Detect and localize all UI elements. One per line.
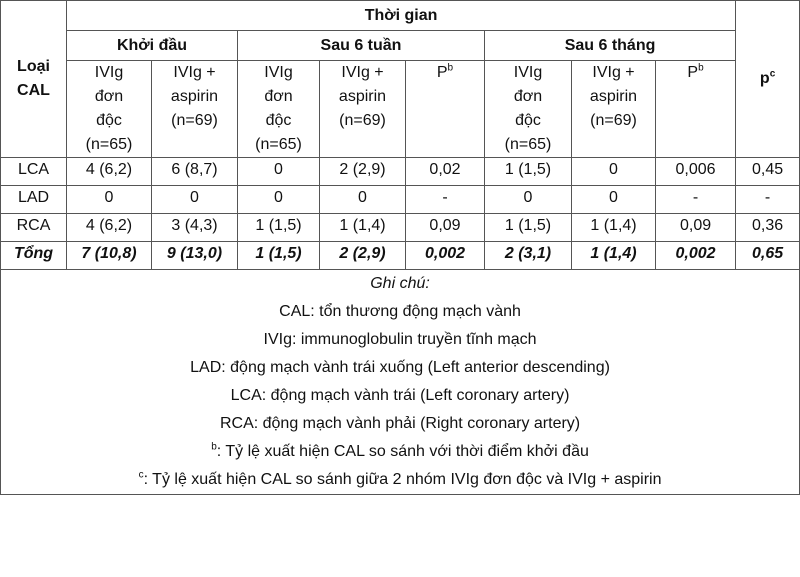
table-cell: 1 (1,5) bbox=[238, 214, 320, 242]
col-ivig-mono: IVIg đơn độc (n=65) bbox=[67, 61, 152, 158]
table-row-lca bbox=[1, 158, 800, 186]
table-cell: 0 bbox=[320, 186, 406, 214]
period-6months-header: Sau 6 tháng bbox=[485, 31, 736, 61]
table-cell: 0,65 bbox=[736, 242, 800, 270]
table-cell: 0,09 bbox=[406, 214, 485, 242]
table-cell: 0,006 bbox=[656, 158, 736, 186]
col-ivig-aspirin: IVIg + aspirin (n=69) bbox=[572, 61, 656, 158]
table-cell: 0 bbox=[67, 186, 152, 214]
table-cell: 1 (1,4) bbox=[320, 214, 406, 242]
note-lad: LAD: động mạch vành trái xuống (Left anterior descending) bbox=[190, 359, 610, 376]
table-cell: 1 (1,5) bbox=[238, 242, 320, 270]
row-label: LCA bbox=[1, 158, 67, 186]
table-cell: 1 (1,4) bbox=[572, 214, 656, 242]
table-cell: 0 bbox=[152, 186, 238, 214]
table-cell: 1 (1,5) bbox=[485, 158, 572, 186]
col-ivig-aspirin: IVIg + aspirin (n=69) bbox=[320, 61, 406, 158]
note-lca: LCA: động mạch vành trái (Left coronary artery) bbox=[230, 387, 570, 404]
pc-header: $p^c$ bbox=[736, 1, 800, 158]
row-label-line2: CAL bbox=[17, 82, 50, 99]
note-b: $^b$: Tỷ lệ xuất hiện CAL so sánh với thời điểm khởi đầu bbox=[211, 441, 589, 460]
row-label: RCA bbox=[1, 214, 67, 242]
table-cell: - bbox=[656, 186, 736, 214]
table-cell: 2 (2,9) bbox=[320, 158, 406, 186]
table-cell: 0,09 bbox=[656, 214, 736, 242]
table-cell: 0,36 bbox=[736, 214, 800, 242]
row-label-line1: Loại bbox=[17, 58, 50, 75]
table-cell: 9 (13,0) bbox=[152, 242, 238, 270]
pc-sup: c bbox=[769, 68, 776, 80]
notes-title: Ghi chú: bbox=[370, 275, 430, 292]
row-label-total: Tổng bbox=[1, 242, 67, 270]
pb-header: $P^b$ bbox=[656, 61, 736, 158]
table-cell: 0 bbox=[572, 186, 656, 214]
row-label-header bbox=[1, 1, 67, 158]
col-ivig-mono: IVIg đơn độc (n=65) bbox=[485, 61, 572, 158]
table-cell: 3 (4,3) bbox=[152, 214, 238, 242]
notes-section bbox=[1, 270, 800, 495]
table-cell: 2 (3,1) bbox=[485, 242, 572, 270]
table-cell: 0 bbox=[572, 158, 656, 186]
table-cell: 7 (10,8) bbox=[67, 242, 152, 270]
table-row-rca bbox=[1, 214, 800, 242]
note-c: $^c$: Tỷ lệ xuất hiện CAL so sánh giữa 2 nhóm IVIg đơn độc và IVIg + aspirin bbox=[138, 469, 662, 488]
table-cell: - bbox=[406, 186, 485, 214]
table-cell: 4 (6,2) bbox=[67, 214, 152, 242]
table-cell: 0,002 bbox=[406, 242, 485, 270]
period-6weeks-header: Sau 6 tuần bbox=[238, 31, 485, 61]
group-header-row bbox=[1, 61, 800, 158]
col-ivig-mono: IVIg đơn độc (n=65) bbox=[238, 61, 320, 158]
col-ivig-aspirin: IVIg + aspirin (n=69) bbox=[152, 61, 238, 158]
table-cell: 6 (8,7) bbox=[152, 158, 238, 186]
table-row-total bbox=[1, 242, 800, 270]
period-start-header: Khởi đầu bbox=[67, 31, 238, 61]
row-label: LAD bbox=[1, 186, 67, 214]
table-cell: 0,002 bbox=[656, 242, 736, 270]
note-rca: RCA: động mạch vành phải (Right coronary artery) bbox=[219, 415, 581, 432]
table-cell: 1 (1,5) bbox=[485, 214, 572, 242]
table-row-lad bbox=[1, 186, 800, 214]
note-cal: CAL: tổn thương động mạch vành bbox=[279, 303, 521, 320]
table-cell: 0,45 bbox=[736, 158, 800, 186]
table-cell: 0,02 bbox=[406, 158, 485, 186]
table-cell: 0 bbox=[238, 186, 320, 214]
time-group-header: Thời gian bbox=[67, 1, 736, 31]
table-cell: 2 (2,9) bbox=[320, 242, 406, 270]
table-cell: 0 bbox=[485, 186, 572, 214]
table-cell: 4 (6,2) bbox=[67, 158, 152, 186]
pb-header: $P^b$ bbox=[406, 61, 485, 158]
table-cell: - bbox=[736, 186, 800, 214]
note-ivig: IVIg: immunoglobulin truyền tĩnh mạch bbox=[263, 331, 537, 348]
table-cell: 1 (1,4) bbox=[572, 242, 656, 270]
table-cell: 0 bbox=[238, 158, 320, 186]
